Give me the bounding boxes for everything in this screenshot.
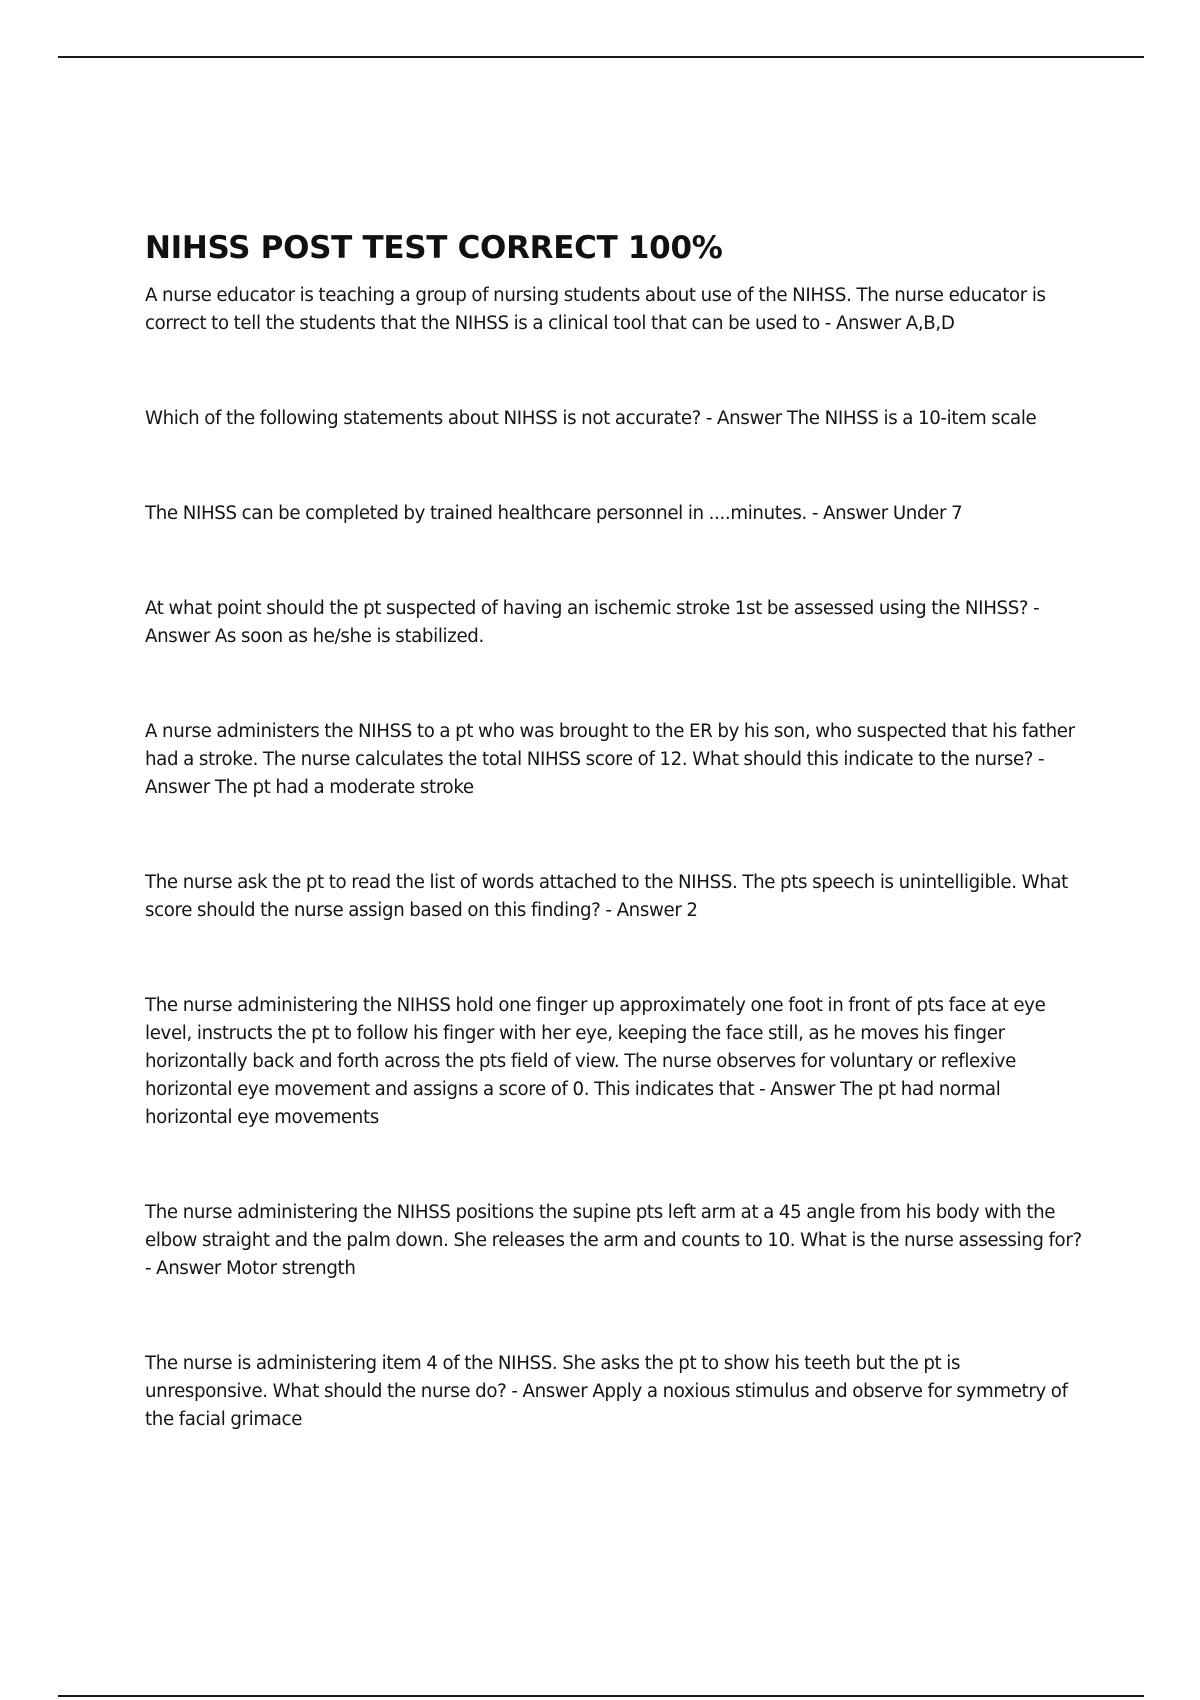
qa-item-1: A nurse educator is teaching a group of nursing students about use of the NIHSS. The nurse educator is correct to tell the students that the NIHSS is a clinical tool that can be used to - Answer A,B,D bbox=[145, 285, 1046, 334]
footer-rule bbox=[58, 1695, 1144, 1697]
qa-item-4: At what point should the pt suspected of having an ischemic stroke 1st be assessed using the NIHSS? - Answer As soon as he/she is stabilized. bbox=[145, 598, 1040, 647]
qa-item-5: A nurse administers the NIHSS to a pt who was brought to the ER by his son, who suspected that his father had a stroke. The nurse calculates the total NIHSS score of 12. What should this indicate to the nurse? - Answer The pt had a moderate stroke bbox=[145, 721, 1075, 798]
qa-item-8: The nurse administering the NIHSS positions the supine pts left arm at a 45 angle from his body with the elbow straight and the palm down. She releases the arm and counts to 10. What is the nurse assessing for? - Answer Motor strength bbox=[145, 1202, 1082, 1279]
qa-item-2: Which of the following statements about NIHSS is not accurate? - Answer The NIHSS is a 10-item scale bbox=[145, 408, 1037, 429]
qa-item-3: The NIHSS can be completed by trained healthcare personnel in ....minutes. - Answer Under 7 bbox=[145, 503, 963, 524]
header-rule bbox=[58, 56, 1144, 58]
qa-item-6: The nurse ask the pt to read the list of words attached to the NIHSS. The pts speech is unintelligible. What score should the nurse assign based on this finding? - Answer 2 bbox=[145, 872, 1068, 921]
document-body bbox=[145, 228, 1085, 1434]
qa-item-7: The nurse administering the NIHSS hold one finger up approximately one foot in front of pts face at eye level, instructs the pt to follow his finger with her eye, keeping the face still, as he moves his finger horizontally back and forth across the pts field of view. The nurse observes for voluntary or reflexive horizontal eye movement and assigns a score of 0. This indicates that - Answer The pt had normal horizontal eye movements bbox=[145, 995, 1046, 1128]
qa-item-9: The nurse is administering item 4 of the NIHSS. She asks the pt to show his teeth but the pt is unresponsive. What should the nurse do? - Answer Apply a noxious stimulus and observe for symmetry of the facial grimace bbox=[145, 1353, 1068, 1430]
document-title: NIHSS POST TEST CORRECT 100% bbox=[145, 230, 723, 266]
